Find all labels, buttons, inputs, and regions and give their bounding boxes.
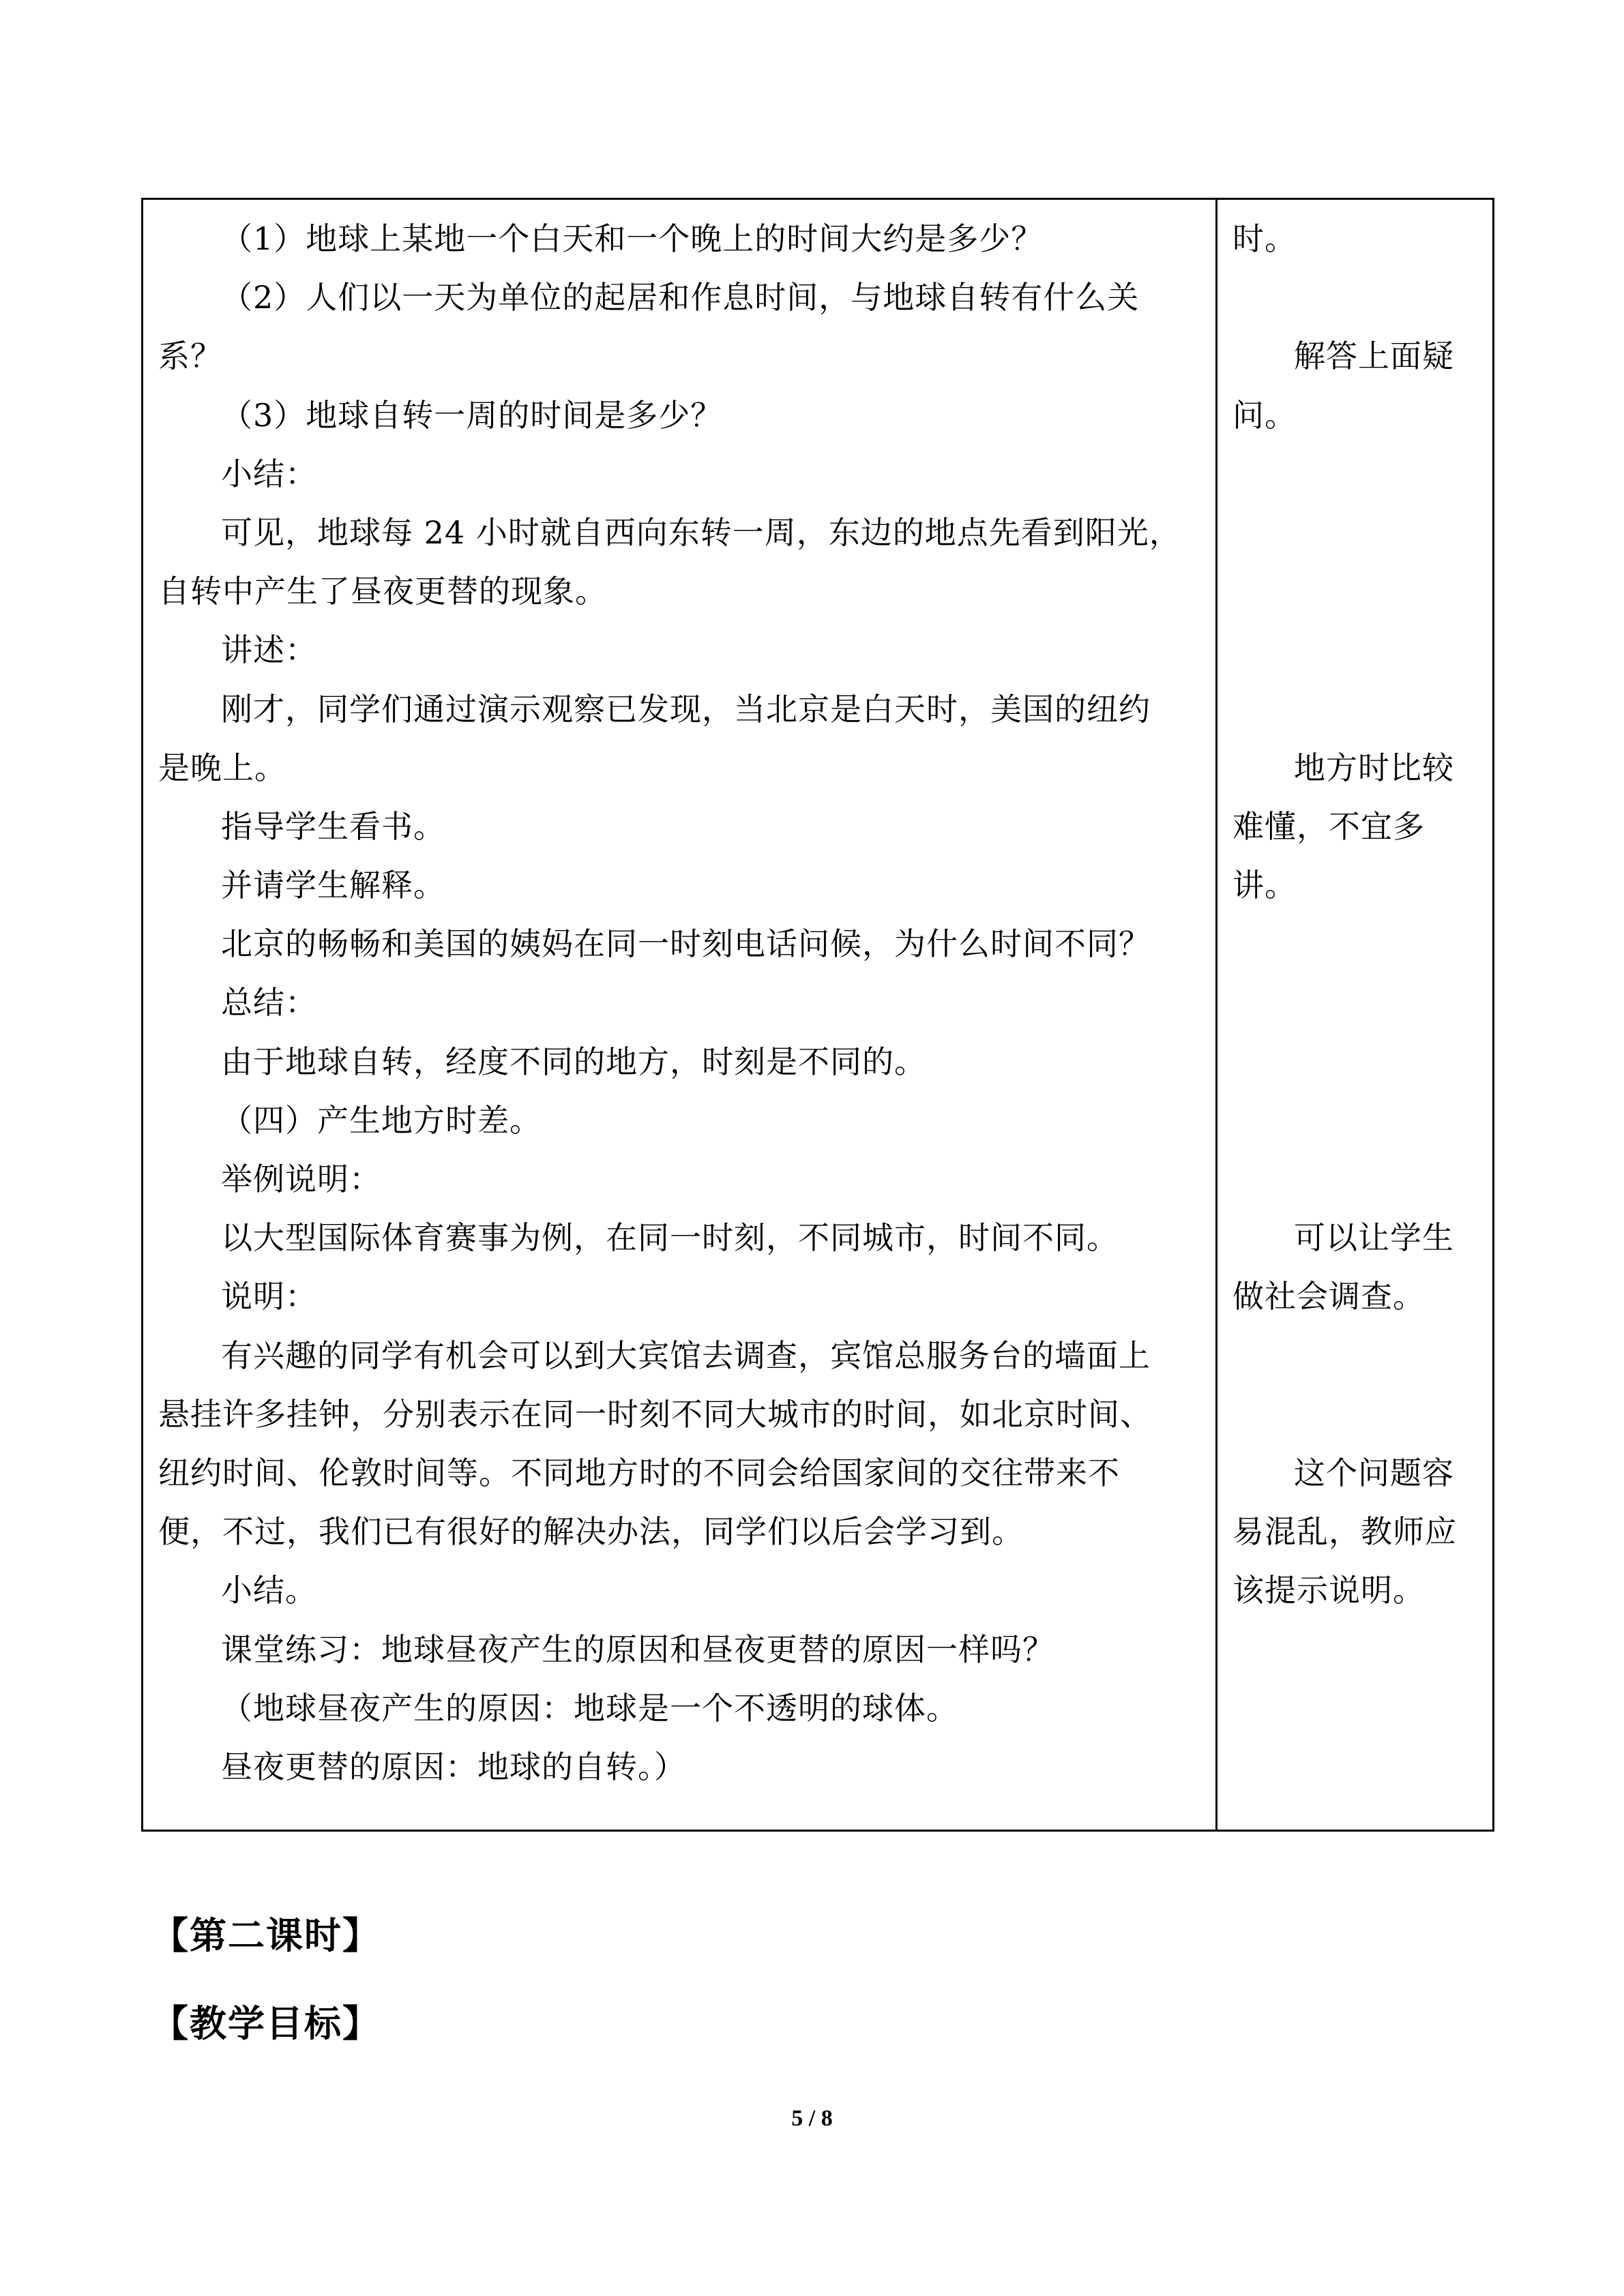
main-text-line: （2）人们以一天为单位的起居和作息时间，与地球自转有什么关: [221, 279, 1140, 316]
note-text-line: 做社会调查。: [1232, 1278, 1425, 1315]
main-text-line: （地球昼夜产生的原因：地球是一个不透明的球体。: [221, 1690, 958, 1727]
note-text-line: 该提示说明。: [1232, 1572, 1425, 1609]
main-text-line: 以大型国际体育赛事为例，在同一时刻，不同城市，时间不同。: [221, 1219, 1119, 1256]
note-text-line: 易混乱，教师应: [1232, 1513, 1457, 1550]
main-text-line: 由于地球自转，经度不同的地方，时刻是不同的。: [221, 1043, 926, 1080]
note-text-line: 可以让学生: [1294, 1219, 1454, 1256]
main-text-line: 并请学生解释。: [221, 867, 445, 904]
main-text-line: 是晚上。: [158, 749, 286, 786]
main-text-line: （1）地球上某地一个白天和一个晚上的时间大约是多少？: [221, 220, 1044, 257]
note-text-line: 难懂，不宜多: [1232, 808, 1425, 845]
main-text-line: 自转中产生了昼夜更替的现象。: [158, 573, 607, 610]
main-text-line: 纽约时间、伦敦时间等。不同地方时的不同会给国家间的交往带来不: [158, 1455, 1120, 1491]
note-text-line: 地方时比较: [1294, 749, 1454, 786]
main-text-line: 指导学生看书。: [221, 808, 445, 845]
main-text-line: 便，不过，我们已有很好的解决办法，同学们以后会学习到。: [158, 1513, 1024, 1550]
main-text-line: 讲述：: [221, 631, 317, 668]
main-text-line: 总结：: [221, 984, 317, 1021]
note-text-line: 这个问题容: [1294, 1455, 1454, 1491]
main-text-line: 课堂练习：地球昼夜产生的原因和昼夜更替的原因一样吗？: [221, 1631, 1054, 1668]
note-text-line: 讲。: [1232, 867, 1297, 904]
main-text-line: 系？: [158, 338, 222, 374]
main-text-line: 举例说明：: [221, 1161, 381, 1197]
main-text-line: 可见，地球每 24 小时就自西向东转一周，东边的地点先看到阳光，: [221, 514, 1181, 551]
page-number: 5 / 8: [791, 2106, 833, 2131]
column-divider: [1215, 200, 1217, 1830]
main-text-line: 小结：: [221, 456, 317, 492]
note-text-line: 问。: [1232, 397, 1297, 434]
teaching-goals-heading: 【教学目标】: [151, 2001, 381, 2045]
note-text-line: 解答上面疑: [1294, 338, 1454, 374]
lesson-period-heading: 【第二课时】: [151, 1913, 381, 1957]
main-text-line: 说明：: [221, 1278, 317, 1315]
main-text-line: 有兴趣的同学有机会可以到大宾馆去调查，宾馆总服务台的墙面上: [221, 1337, 1151, 1374]
main-text-line: （3）地球自转一周的时间是多少？: [221, 397, 723, 434]
main-text-line: 北京的畅畅和美国的姨妈在同一时刻电话问候，为什么时间不同？: [221, 925, 1151, 962]
main-text-line: （四）产生地方时差。: [221, 1102, 542, 1139]
main-text-line: 昼夜更替的原因：地球的自转。）: [221, 1748, 686, 1785]
note-text-line: 时。: [1232, 220, 1297, 257]
main-text-line: 小结。: [221, 1572, 317, 1609]
main-text-line: 悬挂许多挂钟，分别表示在同一时刻不同大城市的时间，如北京时间、: [158, 1396, 1152, 1433]
lesson-table: [141, 198, 1494, 1832]
main-text-line: 刚才，同学们通过演示观察已发现，当北京是白天时，美国的纽约: [221, 691, 1151, 728]
